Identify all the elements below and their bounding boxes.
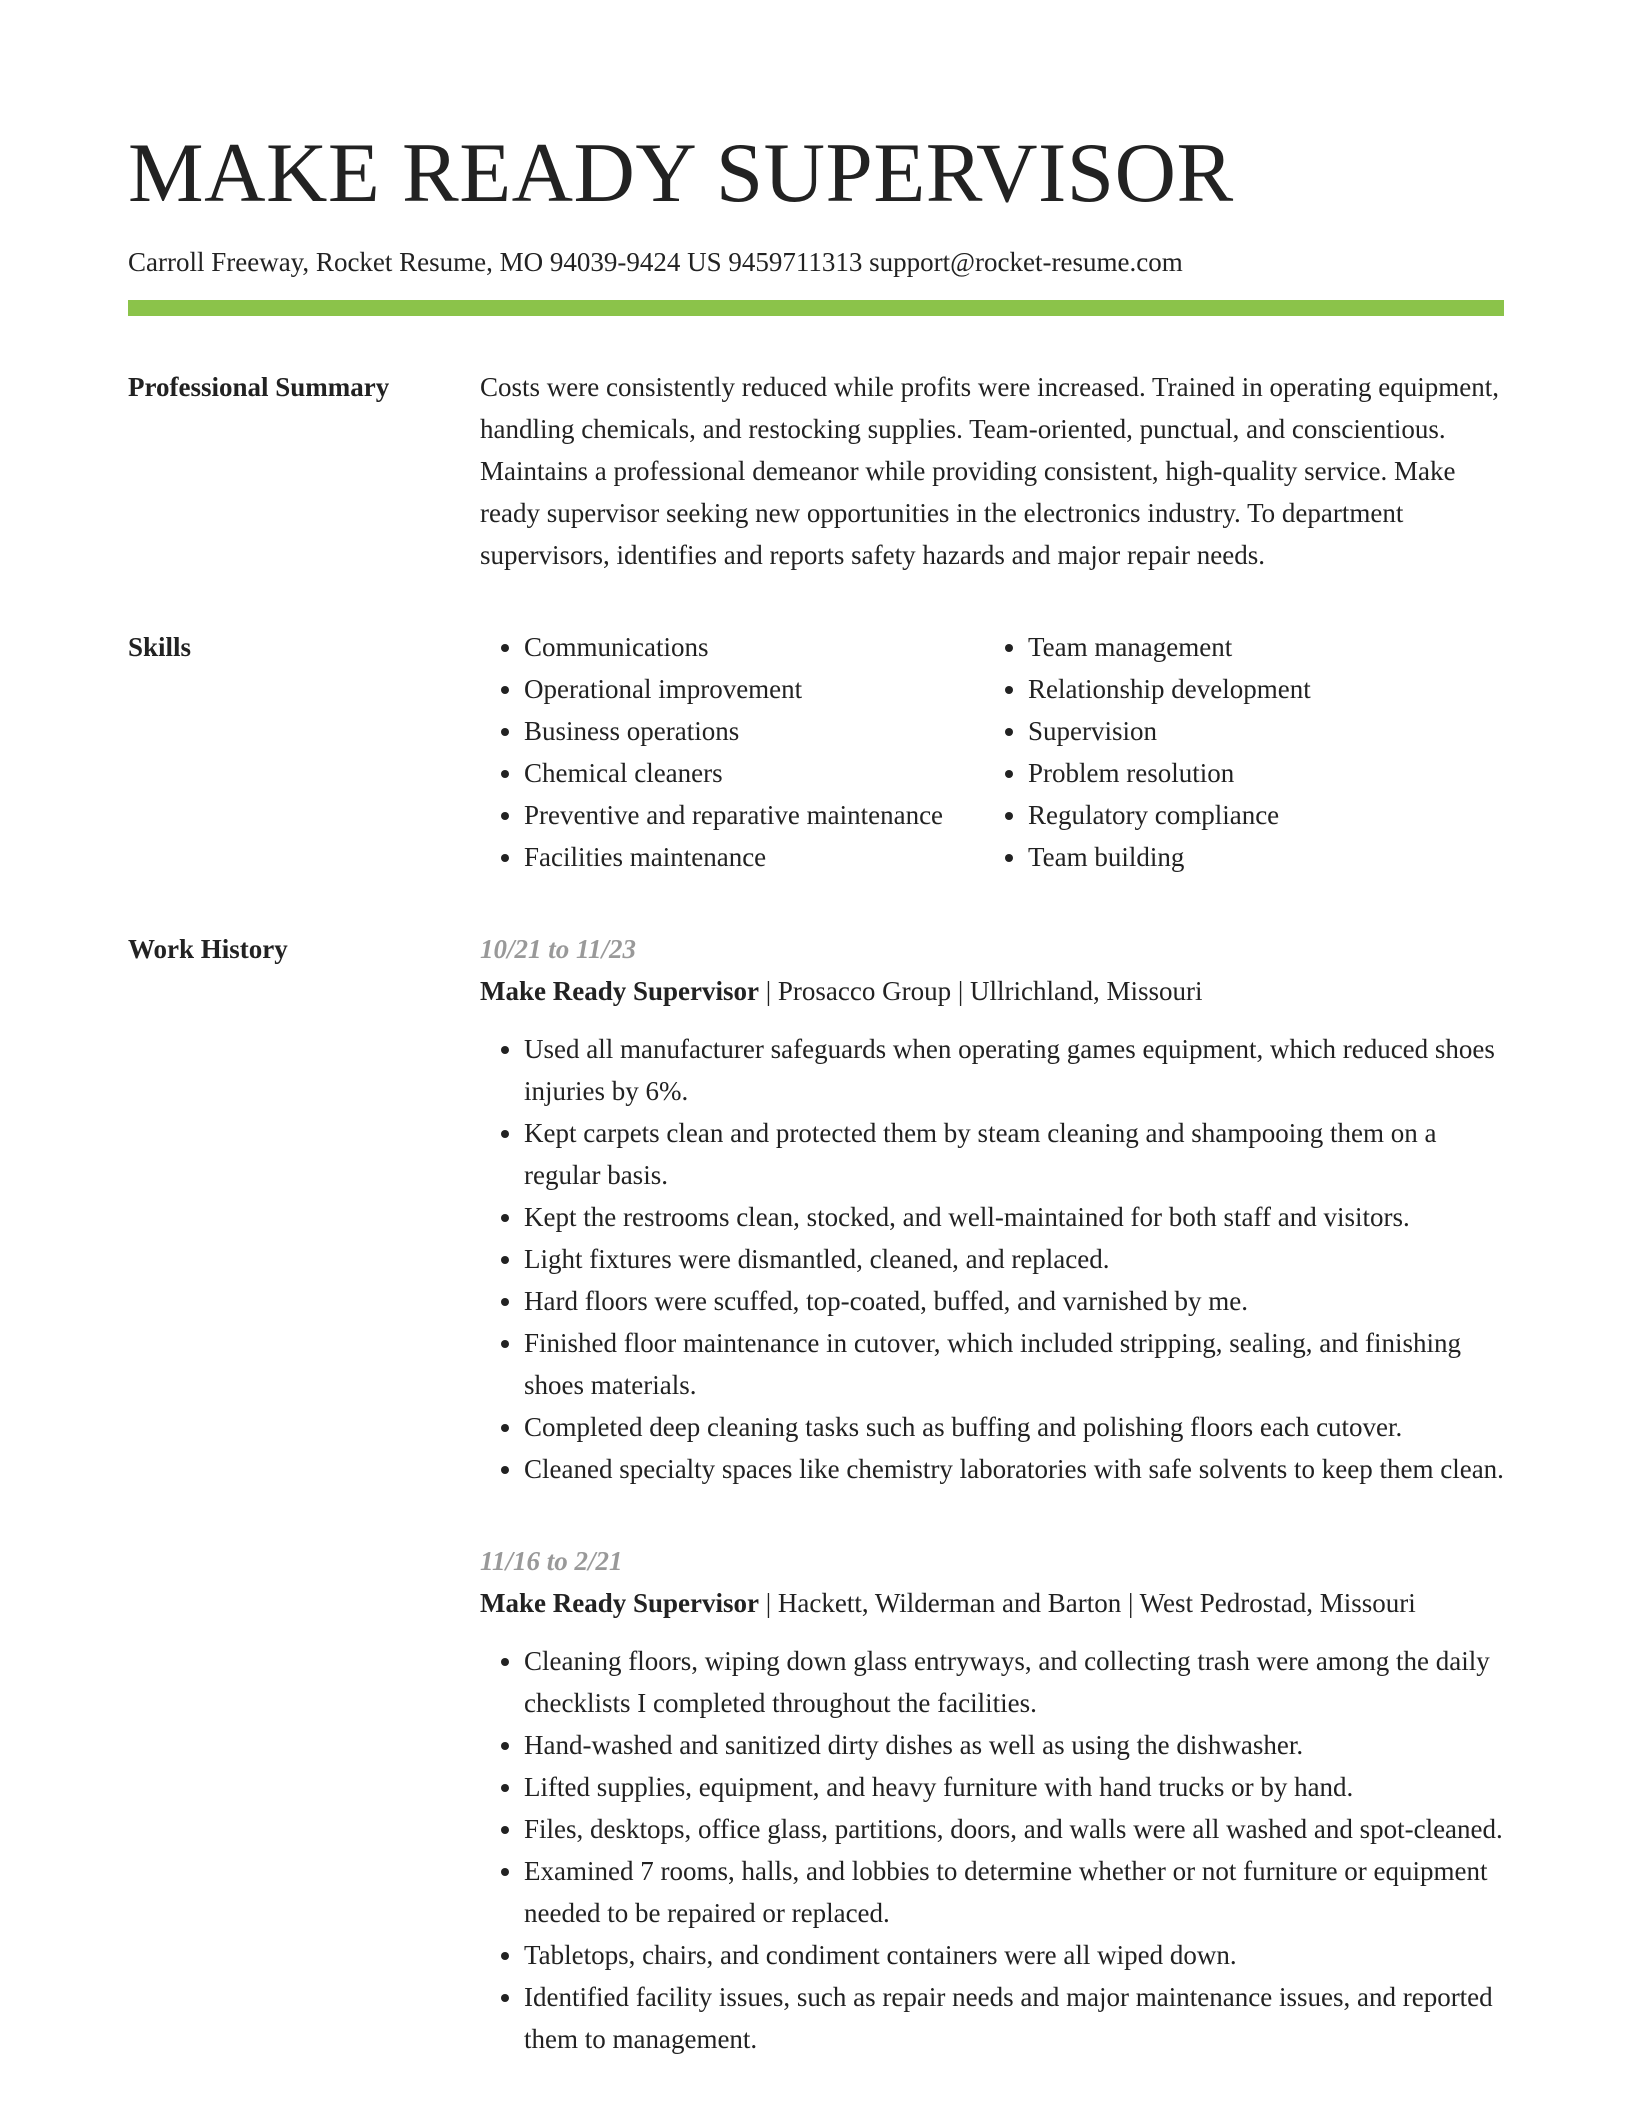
duty-item: • Tabletops, chairs, and condiment containers were all wiped down. [524, 1934, 1504, 1976]
skill-item: • Preventive and reparative maintenance [524, 794, 984, 836]
skill-item: • Team building [1028, 836, 1488, 878]
job-header: Make Ready Supervisor | Prosacco Group | Ullrichland, Missouri [480, 976, 1203, 1006]
summary-heading: Professional Summary [128, 372, 390, 402]
work-history-section [128, 928, 1504, 2060]
job-location: West Pedrostad, Missouri [1139, 1588, 1416, 1618]
job-duties [480, 1640, 1504, 2060]
job-location: Ullrichland, Missouri [970, 976, 1203, 1006]
duty-item: • Cleaning floors, wiping down glass entryways, and collecting trash were among the daily checklists I completed throughout the facilities. [524, 1640, 1504, 1724]
duty-item: • Examined 7 rooms, halls, and lobbies to determine whether or not furniture or equipment needed to be repaired or replaced. [524, 1850, 1504, 1934]
duty-item: • Hand-washed and sanitized dirty dishes as well as using the dishwasher. [524, 1724, 1504, 1766]
skill-item: • Relationship development [1028, 668, 1488, 710]
duty-item: • Files, desktops, office glass, partitions, doors, and walls were all washed and spot-cleaned. [524, 1808, 1504, 1850]
job-duties [480, 1028, 1504, 1490]
contact-email: support@rocket-resume.com [869, 247, 1183, 277]
duty-item: • Hard floors were scuffed, top-coated, buffed, and varnished by me. [524, 1280, 1504, 1322]
duty-item: • Finished floor maintenance in cutover, which included stripping, sealing, and finishing shoes materials. [524, 1322, 1504, 1406]
summary-text: Costs were consistently reduced while profits were increased. Trained in operating equipment, handling chemicals, and restocking supplies. Team-oriented, punctual, and conscientious. Maintains a professional demeanor while providing consistent, high-quality service. Make ready supervisor seeking new opportunities in the electronics industry. To department supervisors, identifies and reports safety hazards and major repair needs. [480, 372, 1499, 570]
header-divider [128, 300, 1504, 316]
job-title: Make Ready Supervisor [480, 1588, 759, 1618]
skills-section [128, 626, 1504, 878]
job-dates: 11/16 to 2/21 [480, 1546, 623, 1576]
job-company: Hackett, Wilderman and Barton [777, 1588, 1122, 1618]
skills-list-left [480, 626, 984, 878]
job-entry [480, 1540, 1504, 2060]
duty-item: • Kept carpets clean and protected them by steam cleaning and shampooing them on a regular basis. [524, 1112, 1504, 1196]
job-entry [480, 928, 1504, 1490]
skill-item: • Business operations [524, 710, 984, 752]
work-history-heading: Work History [128, 934, 288, 964]
skill-item: • Operational improvement [524, 668, 984, 710]
job-dates: 10/21 to 11/23 [480, 934, 637, 964]
duty-item: • Lifted supplies, equipment, and heavy furniture with hand trucks or by hand. [524, 1766, 1504, 1808]
skill-item: • Team management [1028, 626, 1488, 668]
skill-item: • Communications [524, 626, 984, 668]
contact-phone: 9459711313 [728, 247, 863, 277]
skill-item: • Supervision [1028, 710, 1488, 752]
skill-item: • Facilities maintenance [524, 836, 984, 878]
duty-item: • Light fixtures were dismantled, cleaned, and replaced. [524, 1238, 1504, 1280]
job-company: Prosacco Group [777, 976, 952, 1006]
summary-section [128, 366, 1504, 576]
skill-item: • Problem resolution [1028, 752, 1488, 794]
candidate-name: MAKE READY SUPERVISOR [128, 126, 1234, 220]
job-header: Make Ready Supervisor | Hackett, Wilderman and Barton | West Pedrostad, Missouri [480, 1588, 1416, 1618]
duty-item: • Cleaned specialty spaces like chemistry laboratories with safe solvents to keep them clean. [524, 1448, 1504, 1490]
skill-item: • Regulatory compliance [1028, 794, 1488, 836]
skills-heading: Skills [128, 632, 192, 662]
contact-line [128, 244, 1504, 280]
job-title: Make Ready Supervisor [480, 976, 759, 1006]
duty-item: • Used all manufacturer safeguards when operating games equipment, which reduced shoes injuries by 6%. [524, 1028, 1504, 1112]
duty-item: • Identified facility issues, such as repair needs and major maintenance issues, and reported them to management. [524, 1976, 1504, 2060]
skills-list-right [984, 626, 1488, 878]
skill-item: • Chemical cleaners [524, 752, 984, 794]
duty-item: • Kept the restrooms clean, stocked, and well-maintained for both staff and visitors. [524, 1196, 1504, 1238]
contact-address: Carroll Freeway, Rocket Resume, MO 94039-9424 US [128, 247, 722, 277]
duty-item: • Completed deep cleaning tasks such as buffing and polishing floors each cutover. [524, 1406, 1504, 1448]
